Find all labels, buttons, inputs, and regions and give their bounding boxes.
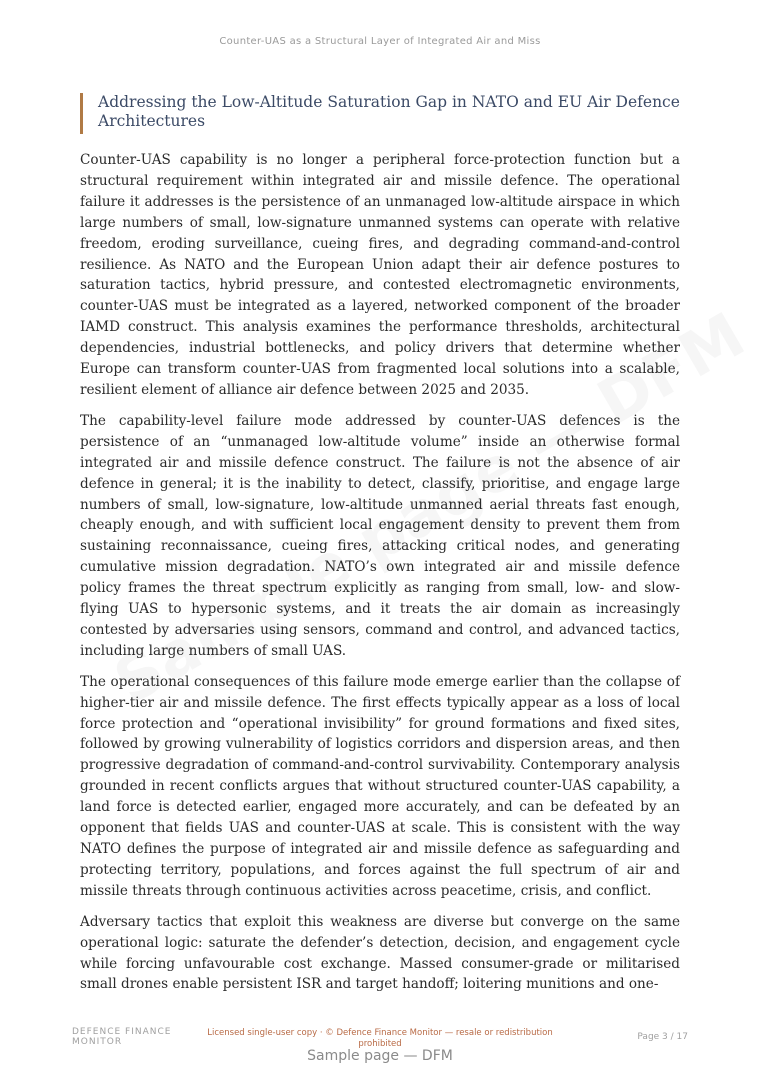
paragraph-2: The capability-level failure mode addressed by counter-UAS defences is the persistence of an “unmanaged low-altitude volume” inside an otherwise formal integrated air and missile defence construct. The failure is not the absence of air defence in general; it is the inability to detect, classify, prioritise, and engage large numbers of small, low-signature, low-altitude unmanned aerial threats fast enough, cheaply enough, and with sufficient local engagement density to prevent them from sustaining reconnaissance, cueing fires, attacking critical nodes, and generating cumulative mission degradation. NATO’s own integrated air and missile defence policy frames the threat spectrum explicitly as ranging from small, low- and slow-flying UAS to hypersonic systems, and it treats the air domain as increasingly contested by adversaries using sensors, command and control, and advanced tactics, including large numbers of small UAS. [80, 412, 680, 659]
paragraph-3: The operational consequences of this failure mode emerge earlier than the collapse of higher-tier air and missile defence. The first effects typically appear as a loss of local force protection and “operational invisibility” for ground formations and fixed sites, followed by growing vulnerability of logistics corridors and dispersion areas, and then progressive degradation of command-and-control survivability. Contemporary analysis grounded in recent conflicts argues that without structured counter-UAS capability, a land force is detected earlier, engaged more accurately, and can be defeated by an opponent that fields UAS and counter-UAS at scale. This is consistent with the way NATO defines the purpose of integrated air and missile defence as safeguarding and protecting territory, populations, and forces against the full spectrum of air and missile threats through continuous activities across peacetime, crisis, and conflict. [80, 673, 680, 899]
body-text [80, 150, 680, 1005]
section-heading: Addressing the Low-Altitude Saturation Gap in NATO and EU Air Defence Architectures [98, 93, 680, 130]
publisher-name [72, 1027, 171, 1047]
license-notice: Licensed single-user copy · © Defence Finance Monitor — resale or redistribution prohibited [207, 1028, 553, 1049]
paragraph-4: Adversary tactics that exploit this weakness are diverse but converge on the same operational logic: saturate the defender’s detection, decision, and engagement cycle while forcing unfavourable cost exchange. Massed consumer-grade or militarised small drones enable persistent ISR and target handoff; loitering munitions and one- [80, 913, 680, 993]
page-number: Page 3 / 17 [637, 1032, 688, 1042]
publisher-line-2: MONITOR [72, 1037, 123, 1047]
running-header: Counter-UAS as a Structural Layer of Integrated Air and Miss [219, 36, 541, 47]
sample-label: Sample page — DFM [307, 1048, 453, 1064]
paragraph-1: Counter-UAS capability is no longer a peripheral force-protection function but a structural requirement within integrated air and missile defence. The operational failure it addresses is the persistence of an unmanaged low-altitude airspace in which large numbers of small, low-signature unmanned systems can operate with relative freedom, eroding surveillance, cueing fires, and degrading command-and-control resilience. As NATO and the European Union adapt their air defence postures to saturation tactics, hybrid pressure, and contested electromagnetic environments, counter-UAS must be integrated as a layered, networked component of the broader IAMD construct. This analysis examines the performance thresholds, architectural dependencies, industrial bottlenecks, and policy drivers that determine whether Europe can transform counter-UAS from fragmented local solutions into a scalable, resilient element of alliance air defence between 2025 and 2035. [80, 152, 680, 398]
section-heading-block [80, 93, 680, 134]
publisher-line-1: DEFENCE FINANCE [72, 1027, 172, 1037]
